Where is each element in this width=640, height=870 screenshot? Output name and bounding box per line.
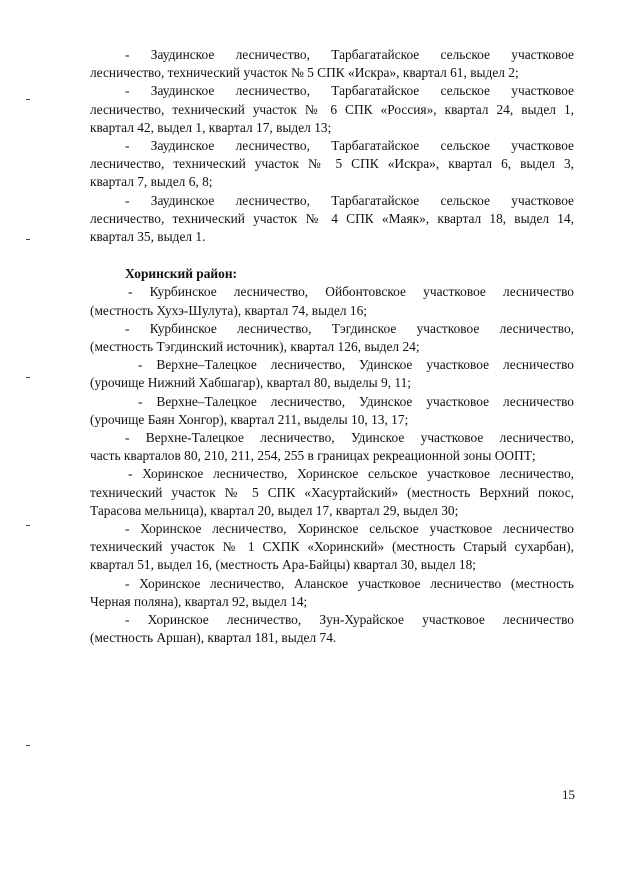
text-line: квартал 35, выдел 1.: [90, 229, 206, 245]
text-line: технический участок № 5 СПК «Хасуртайский» (местность Верхний покос,: [90, 484, 574, 500]
page-number: 15: [562, 787, 575, 802]
margin-mark: [26, 99, 30, 100]
text-line: - Верхне–Талецкое лесничество, Удинское участковое лесничество: [138, 357, 574, 373]
margin-mark: [26, 525, 30, 526]
text-line: лесничество, технический участок № 6 СПК «Россия», квартал 24, выдел 1,: [90, 101, 574, 117]
text-line: - Верхне–Талецкое лесничество, Удинское участковое лесничество: [138, 393, 574, 409]
list-item: [90, 429, 574, 465]
text-line: Черная поляна), квартал 92, выдел 14;: [90, 593, 308, 609]
text-line: - Заудинское лесничество, Тарбагатайское сельское участковое: [125, 83, 574, 99]
text-line: - Курбинское лесничество, Тэгдинское участковое лесничество,: [125, 320, 574, 336]
list-item: [90, 192, 574, 247]
text-line: - Верхне-Талецкое лесничество, Удинское участковое лесничество,: [125, 430, 574, 446]
text-line: - Заудинское лесничество, Тарбагатайское сельское участковое: [125, 192, 574, 208]
text-line: лесничество, технический участок № 5 СПК «Искра», квартал 61, выдел 2;: [90, 65, 519, 81]
text-line: (урочище Нижний Хабшагар), квартал 80, выделы 9, 11;: [90, 375, 412, 391]
text-line: - Хоринское лесничество, Зун-Хурайское участковое лесничество: [125, 612, 574, 628]
text-line: лесничество, технический участок № 5 СПК «Искра», квартал 6, выдел 3,: [90, 156, 574, 172]
text-line: часть кварталов 80, 210, 211, 254, 255 в границах рекреационной зоны ООПТ;: [90, 448, 536, 464]
text-line: - Хоринское лесничество, Хоринское сельское участковое лесничество,: [128, 466, 574, 482]
list-item: [90, 465, 574, 520]
text-line: - Хоринское лесничество, Хоринское сельское участковое лесничество: [125, 521, 574, 537]
margin-mark: [26, 377, 30, 378]
text-line: квартал 42, выдел 1, квартал 17, выдел 13;: [90, 119, 332, 135]
section-heading: Хоринский район:: [125, 266, 237, 282]
text-line: - Хоринское лесничество, Аланское участковое лесничество (местность: [125, 575, 574, 591]
list-item: [90, 137, 574, 192]
text-line: - Заудинское лесничество, Тарбагатайское сельское участковое: [125, 47, 574, 62]
list-item: [90, 575, 574, 611]
khorinsky-list: [90, 283, 574, 647]
margin-mark: [26, 745, 30, 746]
list-item: [90, 356, 574, 392]
list-item: [90, 393, 574, 429]
list-item: [90, 520, 574, 575]
text-line: - Курбинское лесничество, Ойбонтовское участковое лесничество: [128, 284, 574, 300]
list-item: [90, 283, 574, 319]
list-item: [90, 611, 574, 647]
document-body: [90, 46, 574, 648]
text-line: - Заудинское лесничество, Тарбагатайское сельское участковое: [125, 138, 574, 154]
section-spacer: [90, 246, 574, 265]
list-item: [90, 82, 574, 137]
list-item: [90, 320, 574, 356]
text-line: лесничество, технический участок № 4 СПК «Маяк», квартал 18, выдел 14,: [90, 210, 574, 226]
text-line: квартал 51, выдел 16, (местность Ара-Байцы) квартал 30, выдел 18;: [90, 557, 477, 573]
text-line: (местность Хухэ-Шулута), квартал 74, выдел 16;: [90, 302, 367, 318]
list-item: [90, 46, 574, 82]
text-line: (урочище Баян Хонгор), квартал 211, выделы 10, 13, 17;: [90, 411, 409, 427]
zaudinsky-list: [90, 46, 574, 246]
text-line: (местность Аршан), квартал 181, выдел 74.: [90, 630, 337, 646]
text-line: Тарасова мельница), квартал 20, выдел 17, квартал 29, выдел 30;: [90, 502, 459, 518]
text-line: (местность Тэгдинский источник), квартал 126, выдел 24;: [90, 339, 420, 355]
text-line: технический участок № 1 СХПК «Хоринский» (местность Старый сухарбан),: [90, 539, 574, 555]
margin-mark: [26, 239, 30, 240]
text-line: квартал 7, выдел 6, 8;: [90, 174, 213, 190]
